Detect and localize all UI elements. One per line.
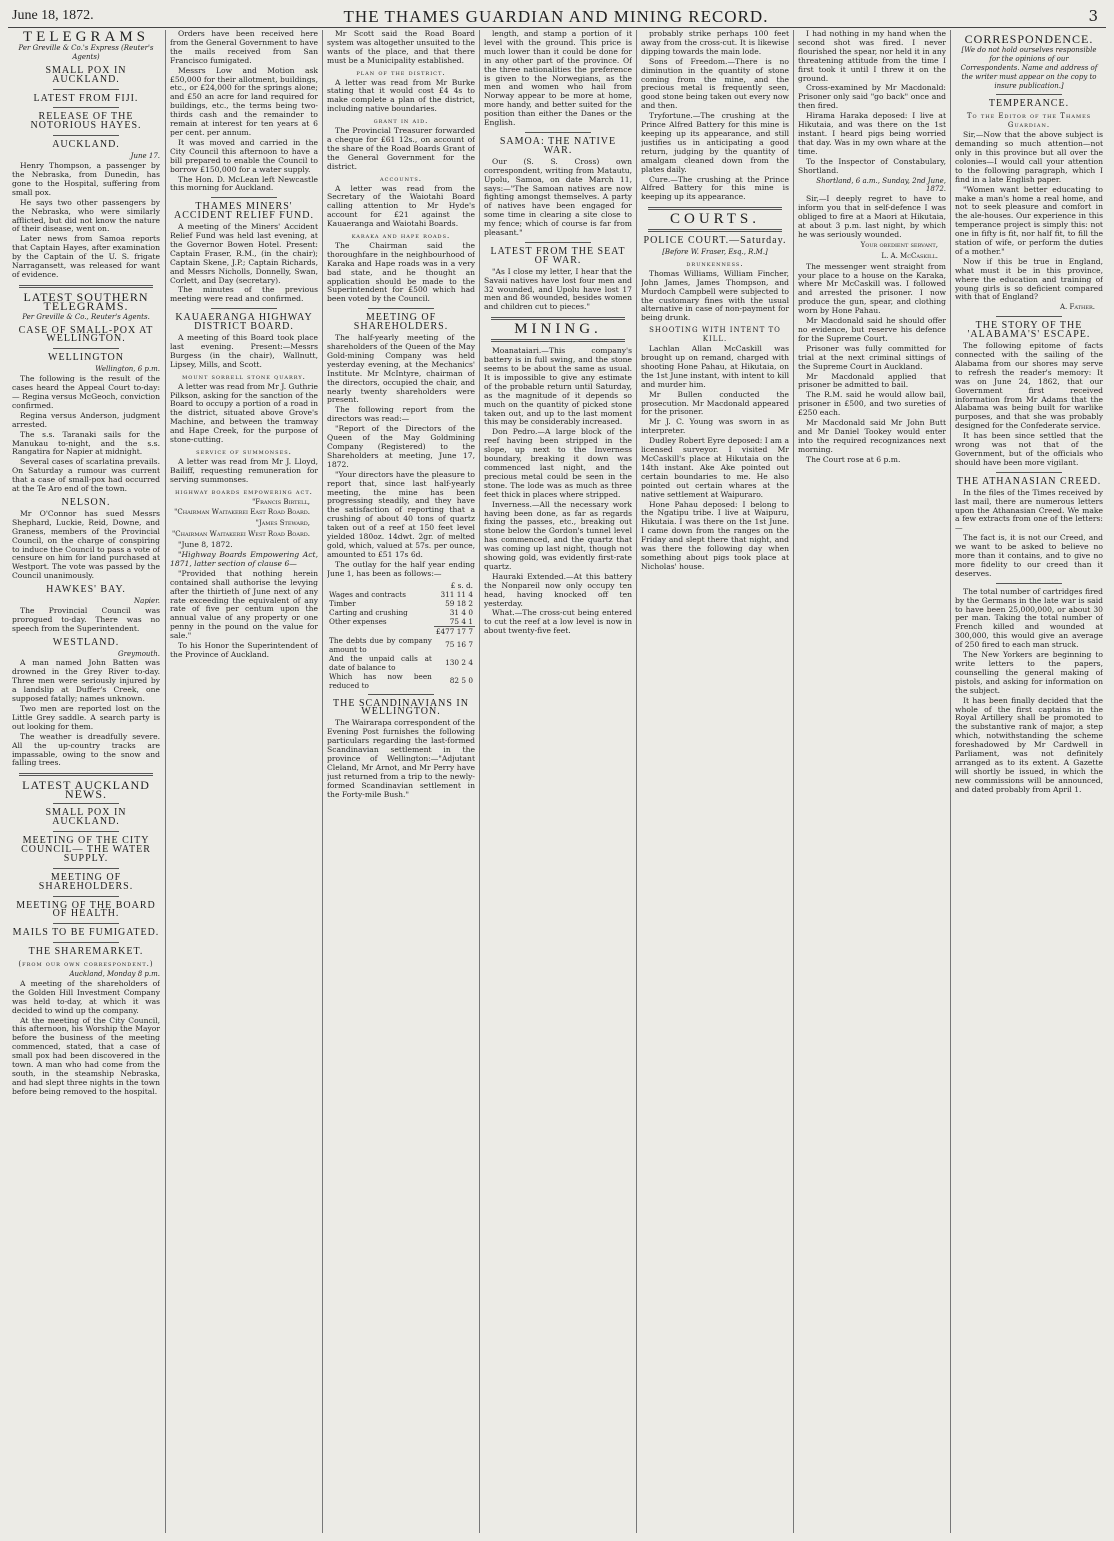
table-cell: 59 18 2 <box>445 598 473 608</box>
divider <box>648 207 781 210</box>
article-paragraph: The R.M. said he would allow bail, prisoner in £500, and two sureties of £250 each. <box>798 390 946 418</box>
section-heading: LATEST AUCKLAND NEWS. <box>22 778 150 802</box>
article-paragraph: The half-yearly meeting of the shareholders of the Queen of the May Gold-mining Company was held yesterday evening, at the Mechanics' Institute. Mr McIntyre, chairman of the directors, occupied the chair, and nearly twenty shareholders were present. <box>327 333 475 405</box>
subheading: highway boards empowering act. <box>175 487 313 496</box>
divider <box>19 285 152 288</box>
table-cell: The debts due by company amount to <box>329 635 432 654</box>
courts-heading: COURTS. <box>669 211 761 228</box>
article-paragraph: Hirama Haraka deposed: I live at Hikutaia, and was there on the 1st instant. I heard pigs being worried that day. Was in my own whare at the time. <box>798 111 946 156</box>
table-cell: 31 4 0 <box>449 607 473 617</box>
article-paragraph: Sons of Freedom.—There is no diminution in the quantity of stone coming from the mine, and the precious metal is frequently seen, good stone being taken out every now and then. <box>641 56 789 111</box>
article-paragraph: Hauraki Extended.—At this battery the Nonpareil now only occupy ten head, having knocked off ten yesterday. <box>484 571 632 608</box>
section-heading: THE SCANDINAVIANS IN WELLINGTON. <box>333 697 469 718</box>
table-row <box>327 654 475 672</box>
section-heading: SAMOA: THE NATIVE WAR. <box>499 135 617 156</box>
section-heading: KAUAERANGA HIGHWAY DISTRICT BOARD. <box>175 312 313 333</box>
section-heading: THE ATHANASIAN CREED. <box>956 475 1102 487</box>
table-cell: Carting and crushing <box>329 607 408 617</box>
headline: CASE OF SMALL-POX AT WELLINGTON. <box>18 324 154 345</box>
divider <box>53 135 120 136</box>
article-paragraph: Our (S. S. Cross) own correspondent, writing from Matautu, Upolu, Samoa, on date March 11, says:—"The Samoan natives are now fighting amongst themselves. A party of natives have been engaged for some time in clearing a site close to my fence; which of course is far from pleasant." <box>484 156 632 238</box>
article-paragraph: Mr Macdonald applied that prisoner be admitted to bail. <box>798 371 946 390</box>
article-paragraph: Several cases of scarlatina prevails. On Saturday a rumour was current that a case of small-pox had occurred at the Te Aro end of the town. <box>12 457 160 494</box>
section-heading: TEMPERANCE. <box>988 98 1070 110</box>
table-cell: 75 4 1 <box>449 616 473 626</box>
article-paragraph: Henry Thompson, a passenger by the Nebraska, from Dunedin, has gone to the Hospital, suffering from small pox. <box>12 161 160 197</box>
article-paragraph: A meeting of the shareholders of the Golden Hill Investment Company was held to-day, at which it was decided to wind up the company. <box>12 978 160 1015</box>
section-heading: THE STORY OF THE 'ALABAMA'S' ESCAPE. <box>967 320 1091 341</box>
article-paragraph: Tryfortune.—The crushing at the Prince Alfred Battery for this mine is keeping up its appearance, and still justifies us in anticipating a good return, judging by the quantity of amalgam cleaned down from the plates daily. <box>641 111 789 174</box>
table-cell: 82 5 0 <box>449 676 473 686</box>
table-header-cell <box>327 581 434 590</box>
column-1 <box>12 30 160 1535</box>
divider <box>53 107 120 108</box>
table-cell: 311 11 4 <box>440 589 473 599</box>
article-paragraph: A letter was read from Mr J. Guthrie Pilkson, asking for the sanction of the Board to occupy a portion of a road in the district, situated above Grove's Machine, and between the tramway and Hape Creek, for the purpose of stone-cutting. <box>170 381 318 445</box>
header-rule <box>8 27 1106 28</box>
headline: SMALL POX IN AUCKLAND. <box>45 807 127 828</box>
article-paragraph: Mr Macdonald said Mr John Butt and Mr Daniel Tookey would enter into the required recognizances next morning. <box>798 418 946 454</box>
newspaper-title: THE THAMES GUARDIAN AND MINING RECORD. <box>343 7 769 26</box>
divider <box>53 868 120 869</box>
section-heading: WELLINGTON <box>48 352 124 364</box>
article-paragraph: "Report of the Directors of the Queen of the May Goldmining Company (Registered) to the Shareholders at meeting, June 17, 1872. <box>327 424 475 469</box>
telegrams-credit: Per Greville & Co.'s Express (Reuter's Agents) <box>18 43 154 61</box>
table-cell: Wages and contracts <box>329 589 407 599</box>
headline: LATEST FROM FIJI. <box>33 92 139 104</box>
article-paragraph: Regina versus Anderson, judgment arrested. <box>12 410 160 429</box>
subheading: plan of the district. <box>356 68 446 77</box>
act-title: "Highway Boards Empowering Act, 1871, latter section of clause 6— <box>170 550 318 568</box>
headline: MEETING OF SHAREHOLDERS. <box>38 871 134 892</box>
subheading: accounts. <box>380 174 422 183</box>
article-paragraph: The Provincial Council was prorogued to-day. There was no speech from the Superintendent. <box>12 605 160 633</box>
divider <box>996 316 1063 317</box>
table-row <box>327 636 475 654</box>
article-paragraph: In the files of the Times received by last mail, there are numerous letters upon the Athanasian Creed. We make a few extracts from one of the letters:— <box>955 487 1103 533</box>
article-paragraph: A letter was read from Mr Burke stating that it would cost £4 4s to make complete a plan of the district, including native boundaries. <box>327 77 475 114</box>
article-paragraph: A letter was read from the Secretary of the Waiotahi Board calling attention to Mr Hyde's account for £21 against the Kauaeranga and Waiotahi Boards. <box>327 183 475 229</box>
agency-credit: Per Greville & Co., Reuter's Agents. <box>22 312 150 321</box>
article-paragraph: The Provincial Treasurer forwarded a cheque for £61 12s., on account of the share of the Road Boards Grant of the General Government for the district. <box>327 126 475 171</box>
article-paragraph: The outlay for the half year ending June 1, has been as follows:— <box>327 559 475 578</box>
magistrate-note: [Before W. Fraser, Esq., R.M.] <box>662 248 768 257</box>
subheading: SHOOTING WITH INTENT TO KILL. <box>649 326 781 344</box>
article-paragraph: "Provided that nothing herein contained shall authorise the levying after the thirtieth of June next of any rate exceeding the equivalent of any rate of five per centum upon the annual value of any property or one penny in the pound on the value for sale." <box>170 568 318 641</box>
section-heading: NELSON. <box>61 496 111 508</box>
article-paragraph: Don Pedro.—A large block of the reef having been stripped in the slope, up next to the Inverness boundary, breaking it down was commenced last night, and the precious metal could be seen in the stone. The lode was as much as three feet thick in places where stripped. <box>484 427 632 499</box>
signature-title: "Chairman Waitakerei West Road Board. <box>172 530 310 539</box>
article-paragraph: Mr J. C. Young was sworn in as interpreter. <box>641 417 789 436</box>
article-paragraph: A man named John Batten was drowned in the Grey River to-day. Three men were seriously injured by a landslip at Duffer's Creek, one supposed fatally; names unknown. <box>12 658 160 704</box>
article-paragraph: I had nothing in my hand when the second shot was fired. I never flourished the spear, nor held it in any threatening attitude from the time I first took it until I threw it on the ground. <box>798 30 946 83</box>
divider <box>53 348 120 349</box>
page-header <box>8 4 1104 28</box>
divider <box>53 831 120 832</box>
table-cell: Which has now been reduced to <box>329 671 432 690</box>
table-row <box>327 599 475 608</box>
subheading: service of summonses. <box>196 447 292 456</box>
section-heading: LATEST FROM THE SEAT OF WAR. <box>490 245 626 266</box>
accounts-table <box>327 581 475 690</box>
signature-name: L. A. McCaskill. <box>881 251 938 260</box>
section-heading: THAMES MINERS' ACCIDENT RELIEF FUND. <box>174 201 314 222</box>
article-paragraph: Two men are reported lost on the Little Grey saddle. A search party is out looking for them. <box>12 704 160 731</box>
table-row <box>327 626 475 636</box>
article-paragraph: The minutes of the previous meeting were read and confirmed. <box>170 285 318 304</box>
column-6 <box>798 30 946 1535</box>
article-paragraph: Moanataiari.—This company's battery is in full swing, and the stone seems to be about the same as usual. It is impossible to give any estimate of the probable return until Saturday, as the magnitude of it depends so much on the quantity of picked stone taken out, and up to the last moment this may be considerably increased. <box>484 346 632 427</box>
article-paragraph: What.—The cross-cut being entered to cut the reef at a low level is now in about twenty-five feet. <box>484 608 632 636</box>
article-paragraph: A meeting of this Board took place last evening. Present:—Messrs Burgess (in the chair), Wallnutt, Lipsey, Mills, and Scott. <box>170 333 318 369</box>
article-paragraph: Mr Bullen conducted the prosecution. Mr Macdonald appeared for the prisoner. <box>641 389 789 417</box>
article-paragraph: Later news from Samoa reports that Captain Hayes, after examination by the Captain of the U. S. frigate Narragansett, was released for want of evidence. <box>12 234 160 279</box>
divider <box>53 896 120 897</box>
dateline: Wellington, 6 p.m. <box>95 365 160 374</box>
dateline: Napier. <box>134 597 160 606</box>
mining-heading: MINING. <box>514 321 602 338</box>
table-row <box>327 590 475 599</box>
dateline: June 17. <box>130 152 160 161</box>
headline: RELEASE OF THE NOTORIOUS HAYES. <box>30 111 142 132</box>
article-paragraph: Prisoner was fully committed for trial at the next criminal sittings of the Supreme Court in Auckland. <box>798 343 946 371</box>
table-cell: Other expenses <box>329 616 387 626</box>
article-paragraph: Lachlan Allan McCaskill was brought up on remand, charged with shooting Hone Pahau, at Hikutaia, on the 1st June instant, with intent to kill and murder him. <box>641 344 789 389</box>
signature-title: "Chairman Waitakerei East Road Board. <box>174 508 310 517</box>
section-heading: WESTLAND. <box>52 636 120 648</box>
table-row <box>327 608 475 617</box>
table-cell: And the unpaid calls at date of balance to <box>329 653 432 672</box>
article-paragraph: The total number of cartridges fired by the Germans in the late war is said to have been 25,000,000, or about 30 per man. Taking the total number of French killed and wounded at 300,000, this would give an average of 250 fired to each man struck. <box>955 586 1103 650</box>
article-paragraph: length, and stamp a portion of it level with the ground. This price is much lower than it could be done for in any other part of the province. Of the three nationalities the preference is given to the Norwegians, as the men and women who hail from Norway appear to be more at home, more handy, and better suited for the position than either the Danes or the English. <box>484 30 632 128</box>
headline: SMALL POX IN AUCKLAND. <box>45 64 127 85</box>
article-paragraph: Mr Macdonald said he should offer no evidence, but reserve his defence for the Supreme Court. <box>798 316 946 343</box>
telegrams-heading: TELEGRAMS <box>23 30 149 45</box>
article-paragraph: The Court rose at 6 p.m. <box>806 454 901 464</box>
column-rule <box>793 30 794 1533</box>
article-paragraph: "Your directors have the pleasure to report that, since last half-yearly meeting, the mine has been progressing steadily, and they have the satisfaction of reporting that a crushing of about 40 tons of quartz taken out of a reef at 150 feet level yielded 180oz. 14dwt. 2gr. of melted gold, which, valued at 57s. per ounce, amounted to £51 17s 6d. <box>327 469 475 559</box>
column-rule <box>479 30 480 1533</box>
letter-date: "June 8, 1872. <box>178 540 233 550</box>
divider <box>648 229 781 232</box>
section-heading: LATEST SOUTHERN TELEGRAMS. <box>23 289 149 313</box>
signature: "James Steward, <box>255 519 310 528</box>
section-heading: MEETING OF SHAREHOLDERS. <box>353 312 449 333</box>
letter-addressee: To the Editor of the Thames Guardian. <box>966 112 1092 130</box>
article-paragraph: Mr O'Connor has sued Messrs Shephard, Luckie, Reid, Downe, and Graness, members of the Provincial Council, on the charge of conspiring to induce the Council to pass a vote of censure on him for land purchased at Westport. The vote was passed by the Council unanimously. <box>12 508 160 581</box>
article-paragraph: To the Inspector of Constabulary, Shortland. <box>798 156 946 175</box>
issue-date: June 18, 1872. <box>12 8 94 23</box>
article-paragraph: "Women want better educating to make a man's home a real home, and not to seek pleasure and comfort in the ale-houses. Our experience in this temperance project is simply this: not one in fifty is fit, nor half fit, to fill the station of wife, or perform the duties of a mother." <box>955 184 1103 256</box>
divider <box>53 942 120 943</box>
article-paragraph: Dudley Robert Eyre deposed: I am a licensed surveyor. I visited Mr McCaskill's place at Hikutaia on the 14th instant. Ake Ake pointed out certain boundaries to me. He also pointed out certain whares at the native settlement at Waipuraro. <box>641 436 789 499</box>
article-paragraph: probably strike perhaps 100 feet away from the cross-cut. It is likewise dipping towards the main lode. <box>641 30 789 56</box>
divider <box>525 132 592 133</box>
article-paragraph: The fact is, it is not our Creed, and we want to be asked to believe no more than it contains, and to give no more fidelity to our creed than it deserves. <box>955 533 1103 578</box>
article-paragraph: It was moved and carried in the City Council this afternoon to have a bill prepared to enable the Council to borrow £150,000 for a water supply. <box>170 137 318 174</box>
headline: MEETING OF THE CITY COUNCIL— THE WATER SUPPLY. <box>21 834 151 864</box>
column-3 <box>327 30 475 1535</box>
article-paragraph: Mr Scott said the Road Board system was altogether unsuited to the wants of the place, and that there must be a Municipality established. <box>327 30 475 65</box>
headline: MAILS TO BE FUMIGATED. <box>12 927 160 939</box>
divider <box>368 308 435 309</box>
article-paragraph: It has been finally decided that the whole of the first captains in the Royal Artillery shall be promoted to the substantive rank of major, a step which, notwithstanding the scheme foreshadowed by Mr Cardwell in Parliament, was not definitely arranged as to its extent. A Gazette will shortly be issued, in which the new commissions will be announced, and dated probably from April 1. <box>955 695 1103 794</box>
column-rule <box>636 30 637 1533</box>
divider <box>19 773 152 776</box>
article-paragraph: The following epitome of facts connected with the sailing of the Alabama from our shores may serve to refresh the reader's memory: It was on June 24, 1862, that our Government first received information from Mr Adams that the Alabama was being built for warlike purposes, and that she was probably designed for the Confederate service. <box>955 341 1103 431</box>
article-paragraph: At the meeting of the City Council, this afternoon, his Worship the Mayor before the business of the meeting commenced, stated, that a case of small pox had been discovered in the town. A man who had come from the south, in the steamship Nebraska, and had slept three nights in the town before being removed to the hospital. <box>12 1015 160 1096</box>
article-paragraph: The messenger went straight from your place to a house on the Karaka, where Mr McCaskill was. I followed and arrested the prisoner. I now produce the gun, spear, and clothing worn by Hone Pahau. <box>798 261 946 316</box>
article-paragraph: Sir,—I deeply regret to have to inform you that in self-defence I was obliged to fire at a Maori at Hikutaia, at about 3 p.m. last night, by which he was seriously wounded. <box>798 194 946 239</box>
divider <box>53 89 120 90</box>
section-heading: POLICE COURT.—Saturday. <box>643 235 787 247</box>
correspondence-heading: CORRESPONDENCE. <box>964 32 1094 46</box>
dateline: Auckland, Monday 8 p.m. <box>69 970 160 979</box>
article-paragraph: The Wairarapa correspondent of the Evening Post furnishes the following particulars regarding the last-formed Scandinavian settlement in the province of Wellington:—"Adjutant Cleland, Mr Arnot, and Mr Perry have just returned from a trip to the newly-formed Scandinavian settlement in the Forty-mile Bush." <box>327 718 475 799</box>
column-rule <box>165 30 166 1533</box>
article-paragraph: "As I close my letter, I hear that the Savaii natives have lost four men and 32 wounded, and Upolu have lost 17 men and 86 wounded, besides women and children cut to pieces." <box>484 266 632 312</box>
divider <box>491 317 624 320</box>
section-heading: HAWKES' BAY. <box>46 584 126 596</box>
table-cell: 130 2 4 <box>445 658 473 668</box>
column-7 <box>955 30 1103 1535</box>
article-paragraph: Cross-examined by Mr Macdonald: Prisoner only said "go back" once and then fired. <box>798 83 946 111</box>
signature: Your obedient servant, <box>860 240 938 249</box>
divider <box>368 694 435 695</box>
article-paragraph: It has been since settled that the wrong was not that of the Government, but of the officials who should have been more vigilant. <box>955 431 1103 467</box>
table-total: £477 17 7 <box>435 626 473 636</box>
table-header-cell: £ s. d. <box>450 580 473 590</box>
table-cell: Timber <box>329 598 356 608</box>
editorial-note: [We do not hold ourselves responsible for the opinions of our Correspondents. Name and address of the writer must appear on the copy to insure publication.] <box>960 45 1098 90</box>
divider <box>996 94 1063 95</box>
subheading: mount sorrell stone quarry. <box>182 372 306 381</box>
signature: "Francis Birtell, <box>252 497 310 506</box>
article-paragraph: The following is the result of the cases heard the Appeal Court to-day:— Regina versus McGeoch, conviction confirmed. <box>12 374 160 410</box>
article-paragraph: Messrs Low and Motion ask £50,000 for their allotment, buildings, etc., or £24,000 for the springs alone; and £50 an acre for land required for buildings, etc., the terms being two-thirds cash and the remainder to remain at interest for ten years at 6 per cent. per annum. <box>170 65 318 137</box>
section-heading: AUCKLAND. <box>52 139 120 151</box>
article-paragraph: Orders have been received here from the General Government to have the mails received from San Francisco fumigated. <box>170 30 318 65</box>
article-paragraph: Now if this be true in England, what must it be in this province, where the education and training of young girls is so deficient compared with that of England? <box>955 256 1103 302</box>
divider <box>525 242 592 243</box>
article-paragraph: He says two other passengers by the Nebraska, who were similarly afflicted, but did not know the nature of their disease, went on. <box>12 197 160 234</box>
divider <box>53 923 120 924</box>
column-rule <box>322 30 323 1533</box>
signature: A. Father. <box>1059 303 1095 312</box>
article-paragraph: To his Honor the Superintendent of the Province of Auckland. <box>170 641 318 659</box>
table-row <box>327 617 475 627</box>
column-5 <box>641 30 789 1535</box>
divider <box>996 472 1063 473</box>
divider <box>211 197 278 198</box>
article-paragraph: The New Yorkers are beginning to write letters to the papers, counselling the general making of pistols, and asking for information on the subject. <box>955 650 1103 695</box>
article-paragraph: The s.s. Taranaki sails for the Manukau to-night, and the s.s. Rangatira for Napier at midnight. <box>12 429 160 457</box>
headline: THE SHAREMARKET. <box>28 946 144 958</box>
article-paragraph: Sir,—Now that the above subject is demanding so much attention—not only in this province but all over the colonies—I would call your attention to the following paragraph, which I find in a late English paper. <box>955 130 1103 184</box>
article-paragraph: Cure.—The crushing at the Prince Alfred Battery for this mine is keeping up its appearance. <box>641 174 789 202</box>
subheading: drunkenness. <box>686 259 744 268</box>
article-paragraph: Hone Pahau deposed: I belong to the Ngatipu tribe. I live at Waipuru, Hikutaia. I was there on the 1st June. I came down from the ranges on the Friday and slept there that night, and was there the following day when something about pigs took place at Nicholas' house. <box>641 499 789 571</box>
article-paragraph: A letter was read from Mr J. Lloyd, Bailiff, requesting remuneration for serving summonses. <box>170 456 318 484</box>
article-paragraph: The weather is dreadfully severe. All the up-country tracks are impassable, owing to the snow and falling trees. <box>12 731 160 768</box>
dateline: Shortland, 6 a.m., Sunday, 2nd June, 1872. <box>816 176 946 194</box>
divider <box>491 339 624 342</box>
subheading: grant in aid. <box>373 117 429 126</box>
correspondent-note: (from our own correspondent.) <box>18 960 154 969</box>
article-paragraph: The Chairman said the thoroughfare in the neighbourhood of Karaka and Hape roads was in a very bad state, and he thought an application should be made to the Superintendent for £500 which had been voted by the Council. <box>327 240 475 304</box>
divider <box>211 308 278 309</box>
article-paragraph: Inverness.—All the necessary work having been done, as far as regards fixing the passes, etc., breaking out stone below the Gordon's tunnel level has commenced, and the quartz that was coming up last night, though not showing gold, was evidently first-rate quartz. <box>484 499 632 571</box>
headline: MEETING OF THE BOARD OF HEALTH. <box>16 899 156 920</box>
table-row <box>327 672 475 690</box>
divider <box>53 803 120 804</box>
divider <box>996 583 1063 584</box>
column-2 <box>170 30 318 1535</box>
subheading: karaka and hape roads. <box>351 232 451 241</box>
article-paragraph: The following report from the directors was read:— <box>327 405 475 424</box>
table-cell: 75 16 7 <box>445 640 473 650</box>
page-number: 3 <box>1088 7 1098 25</box>
article-paragraph: The Hon. D. McLean left Newcastle this morning for Auckland. <box>170 174 318 193</box>
article-paragraph: Thomas Williams, William Fincher, John James, James Thompson, and Murdoch Campbell were subjected to the customary fines with the usual alternative in case of non-payment for being drunk. <box>641 268 789 323</box>
article-paragraph: A meeting of the Miners' Accident Relief Fund was held last evening, at the Governor Bowen Hotel. Present: Captain Fraser, R.M., (in the chair); Captain Skene, J.P.; Captain Richards, and Messrs Nicholls, Donnelly, Swan, Corlett, and Day (secretary). <box>170 222 318 285</box>
column-4 <box>484 30 632 1535</box>
dateline: Greymouth. <box>118 649 160 658</box>
column-rule <box>950 30 951 1533</box>
